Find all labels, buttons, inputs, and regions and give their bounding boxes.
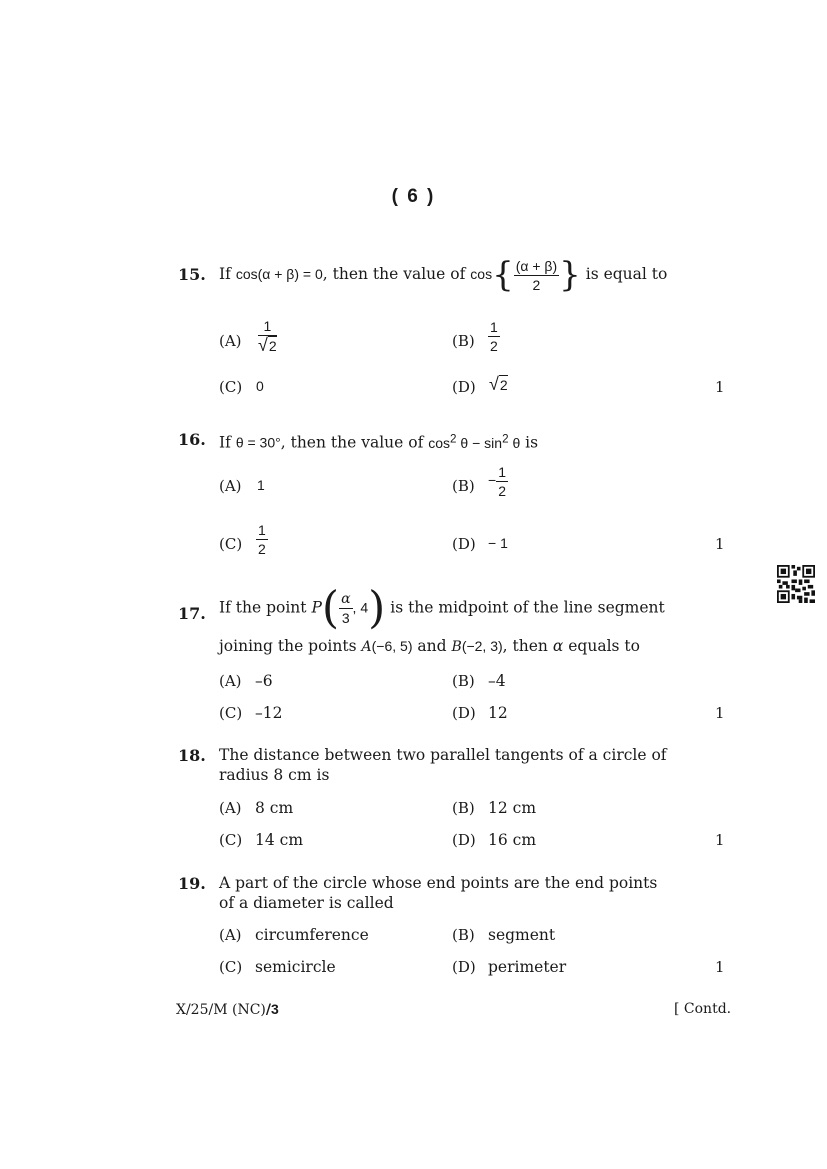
question-stem: If cos(α + β) = 0, then the value of cos{ $\frac{(\alpha + \beta)}{2}$ } is equal to	[219, 255, 668, 295]
continued-label: [ Contd.	[674, 1001, 732, 1017]
option-label: (A)	[219, 332, 242, 350]
question-stem: If θ = 30°, then the value of $\cos^2 \theta - \sin^2 \theta$ is	[219, 432, 539, 452]
option-value: circumference	[255, 926, 369, 944]
question-stem: If the point P( $\frac{\alpha}{3}$ , 4) is the midpoint of the line segment	[219, 582, 665, 634]
question-stem: The distance between two parallel tangents of a circle of	[219, 746, 667, 764]
option-value: –12	[255, 704, 283, 722]
option-value: 0	[256, 378, 264, 394]
option-label: (C)	[219, 831, 243, 849]
page-number: ( 6 )	[391, 186, 436, 207]
marks: 1	[715, 535, 725, 553]
option-label: (D)	[452, 704, 476, 722]
question-number: 17.	[178, 604, 206, 623]
option-value: –4	[488, 672, 506, 690]
option-value: √2	[489, 374, 508, 394]
option-label: (B)	[452, 799, 475, 817]
option-value: $\frac{1}{2}$	[490, 319, 498, 354]
marks: 1	[715, 831, 725, 849]
option-label: (B)	[452, 332, 475, 350]
option-label: (A)	[219, 926, 242, 944]
option-value: perimeter	[488, 958, 567, 976]
option-value: 14 cm	[255, 831, 304, 849]
option-label: (B)	[452, 477, 475, 495]
option-value: $\frac{1}{√2}$	[258, 318, 277, 355]
question-stem-line: joining the points A(−6, 5) and B(−2, 3), then α equals to	[219, 637, 640, 655]
option-label: (B)	[452, 672, 475, 690]
option-label: (C)	[219, 704, 243, 722]
option-label: (D)	[452, 535, 476, 553]
qr-code-icon	[777, 565, 815, 603]
option-label: (C)	[219, 378, 243, 396]
marks: 1	[715, 958, 725, 976]
option-label: (A)	[219, 477, 242, 495]
marks: 1	[715, 704, 725, 722]
paper-code: X/25/M (NC)/3	[176, 1001, 279, 1018]
option-value: segment	[488, 926, 556, 944]
option-value: 16 cm	[488, 831, 537, 849]
option-value: 12 cm	[488, 799, 537, 817]
marks: 1	[715, 378, 725, 396]
question-stem-line: of a diameter is called	[219, 894, 394, 912]
option-label: (C)	[219, 958, 243, 976]
question-number: 16.	[178, 430, 206, 449]
option-value: 8 cm	[255, 799, 294, 817]
option-value: –6	[255, 672, 273, 690]
option-value: 12	[488, 704, 508, 722]
option-label: (B)	[452, 926, 475, 944]
option-value: $\frac{1}{2}$	[258, 522, 266, 557]
question-stem: A part of the circle whose end points are the end points	[219, 874, 658, 892]
question-number: 19.	[178, 874, 206, 893]
option-label: (D)	[452, 831, 476, 849]
option-value: semicircle	[255, 958, 336, 976]
option-value: − $\frac{1}{2}$	[488, 464, 506, 499]
option-label: (C)	[219, 535, 243, 553]
option-label: (D)	[452, 378, 476, 396]
option-label: (A)	[219, 799, 242, 817]
question-number: 18.	[178, 746, 206, 765]
question-number: 15.	[178, 265, 206, 284]
option-label: (D)	[452, 958, 476, 976]
option-value: − 1	[488, 535, 508, 551]
question-stem-line: radius 8 cm is	[219, 766, 330, 784]
option-value: 1	[257, 477, 265, 493]
option-label: (A)	[219, 672, 242, 690]
